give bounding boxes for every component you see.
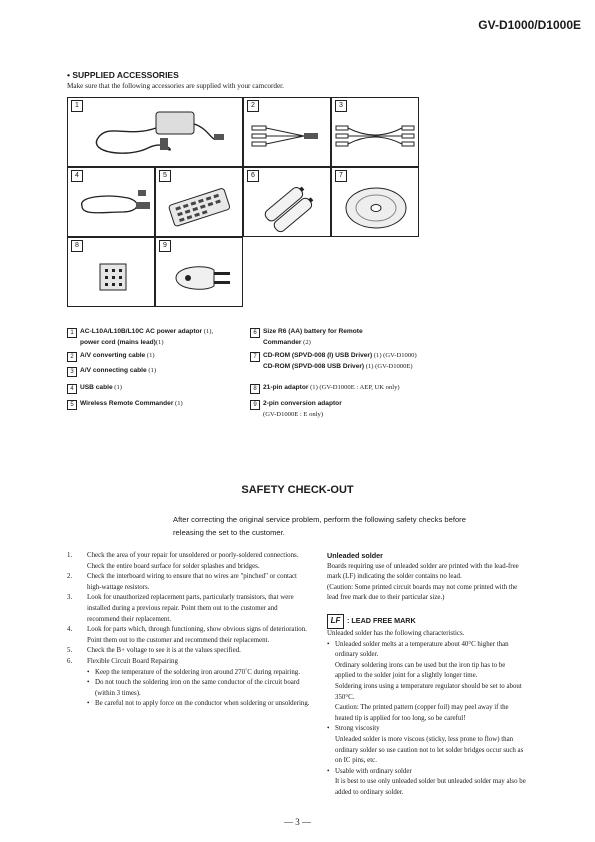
lead-free-mark (327, 614, 527, 629)
accessory-item-1: 1 AC-L10A/L10B/L10C AC power adaptor (1), power cord (mains lead)(1) (67, 327, 213, 347)
item-number: 8 (250, 384, 260, 394)
accessories-description: Make sure that the following accessories are supplied with your camcorder. (67, 82, 284, 90)
page-number: — 3 — (284, 817, 311, 827)
safety-steps (67, 551, 310, 710)
accessory-item-9: 9 2-pin conversion adaptor (GV-D1000E : E only) (250, 399, 342, 419)
safety-intro: After correcting the original service problem, perform the following safety checks before releasing the set to the customer. (173, 515, 466, 537)
sub-list-item: • Be careful not to apply force on the conductor when soldering or unsoldering. (87, 700, 310, 708)
cell-number: 3 (335, 100, 347, 112)
accessory-item-5: 5 Wireless Remote Commander (1) (67, 399, 183, 410)
plug-adaptor-icon (156, 238, 244, 308)
cell-av-converting-cable (243, 97, 331, 167)
accessory-item-8: 8 21-pin adaptor (1) (GV-D1000E : AEP, UK only) (250, 383, 400, 394)
item-number: 4 (67, 384, 77, 394)
accessories-title: • SUPPLIED ACCESSORIES (67, 70, 179, 80)
remote-commander-icon (156, 168, 244, 238)
item-number: 5 (67, 400, 77, 410)
accessory-item-4: 4 USB cable (1) (67, 383, 122, 394)
unleaded-solder-section (327, 551, 527, 798)
accessories-grid (67, 97, 526, 311)
list-item: 3. Look for unauthorized replacement parts, particularly transistors, that were installed during a previous repair. Point them out to the customer and recommend their replacement. (67, 594, 294, 623)
cell-cd-rom (331, 167, 419, 237)
item-number: 2 (67, 352, 77, 362)
accessory-item-2: 2 A/V converting cable (1) (67, 351, 155, 362)
cell-number: 4 (71, 170, 83, 182)
cell-ac-adaptor (67, 97, 243, 167)
bullet-body: Soldering irons using a temperature regulator should be set to about 350°C. (335, 682, 522, 701)
cd-rom-icon (332, 168, 420, 238)
accessory-item-3: 3 A/V connecting cable (1) (67, 366, 156, 377)
model-header: GV-D1000/D1000E (478, 18, 581, 32)
sub-list-item: • Do not touch the soldering iron on the same conductor of the circuit board (within 3 times). (87, 679, 300, 697)
accessory-item-6: 6 Size R6 (AA) battery for Remote Commander (2) (250, 327, 363, 347)
bullet-body: Ordinary soldering irons can be used but the iron tip has to be applied to the solder joint for a slightly longer time. (335, 661, 506, 680)
unleaded-title: Unleaded solder (327, 551, 383, 560)
accessory-item-7: 7 CD-ROM (SPVD-008 (I) USB Driver) (1) (GV-D1000) CD-ROM (SPVD-008 USB Driver) (1) (GV-D1000E) (250, 351, 417, 371)
cell-number: 1 (71, 100, 83, 112)
list-item: • Unleaded solder melts at a temperature about 40°C higher than ordinary solder. (327, 640, 509, 659)
bullet-body: Caution: The printed pattern (copper foil) may peel away if the heated tip is applied for too long, so be careful! (335, 704, 509, 722)
sub-list-item: • Keep the temperature of the soldering iron around 270˚C during repairing. (87, 668, 300, 676)
cell-av-connecting-cable (331, 97, 419, 167)
item-number: 7 (250, 352, 260, 362)
cell-batteries (243, 167, 331, 237)
item-number: 3 (67, 367, 77, 377)
usb-cable-icon (68, 168, 156, 238)
item-number: 1 (67, 328, 77, 338)
list-item: 6. Flexible Circuit Board Repairing (67, 657, 178, 665)
av-connecting-cable-icon (332, 98, 420, 168)
lead-free-mark-title: : LEAD FREE MARK (347, 616, 416, 626)
av-converting-cable-icon (244, 98, 332, 168)
list-item: • Strong viscosity (327, 725, 380, 733)
scart-adaptor-icon (68, 238, 156, 308)
cell-usb-cable (67, 167, 155, 237)
lead-free-logo: LF (327, 614, 344, 629)
unleaded-caution: (Caution: Some printed circuit boards may not come printed with the lead free mark due to their particular size.) (327, 583, 518, 602)
cell-number: 7 (335, 170, 347, 182)
cell-remote-commander (155, 167, 243, 237)
cell-number: 6 (247, 170, 259, 182)
cell-number: 8 (71, 240, 83, 252)
bullet-body: Unleaded solder is more viscous (sticky, less prone to flow) than ordinary solder so use caution not to let solder bridges occur such as on IC pins, etc. (335, 735, 524, 765)
cell-number: 2 (247, 100, 259, 112)
list-item: 2. Check the interboard wiring to ensure that no wires are "pinched" or contact high-wattage resistors. (67, 573, 297, 591)
safety-title: SAFETY CHECK-OUT (241, 484, 354, 496)
item-number: 6 (250, 328, 260, 338)
unleaded-paragraph: Boards requiring use of unleaded solder are printed with the lead-free mark (LF) indicating the solder contains no lead. (327, 562, 519, 581)
bullet-body: It is best to use only unleaded solder but unleaded solder may also be added to ordinary solder. (335, 778, 526, 796)
list-item: 5. Check the B+ voltage to see it is at the values specified. (67, 647, 241, 655)
battery-icon (244, 168, 332, 238)
item-number: 9 (250, 400, 260, 410)
cell-2-pin-adaptor (155, 237, 243, 307)
cell-21-pin-adaptor (67, 237, 155, 307)
unleaded-characteristics: Unleaded solder has the following characteristics. (327, 629, 465, 637)
list-item: 1. Check the area of your repair for unsoldered or poorly-soldered connections. Check the entire board surface for solder splashes and bridges. (67, 552, 299, 570)
list-item: • Usable with ordinary solder (327, 767, 412, 775)
list-item: 4. Look for parts which, through functioning, show obvious signs of deterioration. Point them out to the customer and recommend their replacement. (67, 626, 307, 644)
ac-adaptor-icon (68, 98, 244, 168)
cell-number: 5 (159, 170, 171, 182)
cell-number: 9 (159, 240, 171, 252)
